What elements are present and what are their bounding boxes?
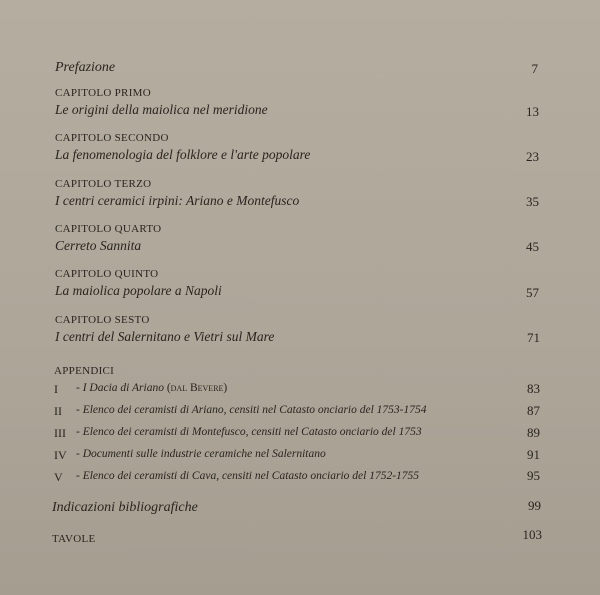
chapter-title: Cerreto Sannita: [55, 238, 142, 253]
appendices-heading: APPENDICI: [54, 365, 115, 377]
preface-page: 7: [531, 61, 538, 76]
chapter-page: 23: [526, 149, 539, 164]
chapter-label: CAPITOLO TERZO: [55, 178, 152, 190]
chapter-page: 35: [526, 194, 539, 209]
preface-title: Prefazione: [55, 60, 116, 75]
appendix-page: 89: [527, 425, 540, 440]
appendix-title: - Elenco dei ceramisti di Cava, censiti nel Catasto onciario del 1752-1755: [76, 470, 420, 482]
appendix-page: 91: [527, 447, 540, 462]
appendix-roman: IV: [54, 448, 67, 462]
chapter-title: La fenomenologia del folklore e l'arte popolare: [55, 147, 311, 162]
appendix-page: 83: [527, 381, 540, 396]
plates-title: TAVOLE: [52, 533, 96, 545]
chapter-title: I centri ceramici irpini: Ariano e Montefusco: [55, 193, 300, 208]
appendix-page: 95: [527, 468, 540, 483]
appendix-title: [76, 382, 227, 394]
appendix-roman: I: [54, 382, 58, 396]
chapter-title: I centri del Salernitano e Vietri sul Mare: [55, 329, 275, 344]
chapter-title: Le origini della maiolica nel meridione: [55, 102, 268, 117]
appendix-title-text: - I Dacia di Ariano: [76, 382, 164, 394]
appendix-page: 87: [527, 403, 540, 418]
chapter-page: 71: [527, 330, 540, 345]
chapter-label: CAPITOLO QUARTO: [55, 223, 162, 235]
appendix-title-suffix: (dal Bevere): [166, 382, 228, 394]
chapter-title: La maiolica popolare a Napoli: [55, 283, 222, 298]
appendix-title: - Elenco dei ceramisti di Ariano, censiti nel Catasto onciario del 1753-1754: [76, 404, 427, 416]
appendix-roman: V: [54, 470, 63, 484]
bibliography-title: Indicazioni bibliografiche: [52, 500, 198, 515]
appendix-roman: II: [54, 404, 62, 418]
chapter-page: 13: [526, 104, 539, 119]
appendix-title: - Elenco dei ceramisti di Montefusco, censiti nel Catasto onciario del 1753: [76, 426, 422, 438]
chapter-label: CAPITOLO PRIMO: [55, 87, 151, 99]
appendix-title: - Documenti sulle industrie ceramiche nel Salernitano: [76, 448, 326, 460]
plates-page: 103: [522, 527, 542, 542]
appendix-roman: III: [54, 426, 66, 440]
chapter-label: CAPITOLO QUINTO: [55, 268, 159, 280]
chapter-label: CAPITOLO SECONDO: [55, 132, 169, 144]
bibliography-page: 99: [528, 498, 541, 513]
chapter-page: 57: [526, 285, 539, 300]
chapter-label: CAPITOLO SESTO: [55, 314, 150, 326]
chapter-page: 45: [526, 239, 539, 254]
